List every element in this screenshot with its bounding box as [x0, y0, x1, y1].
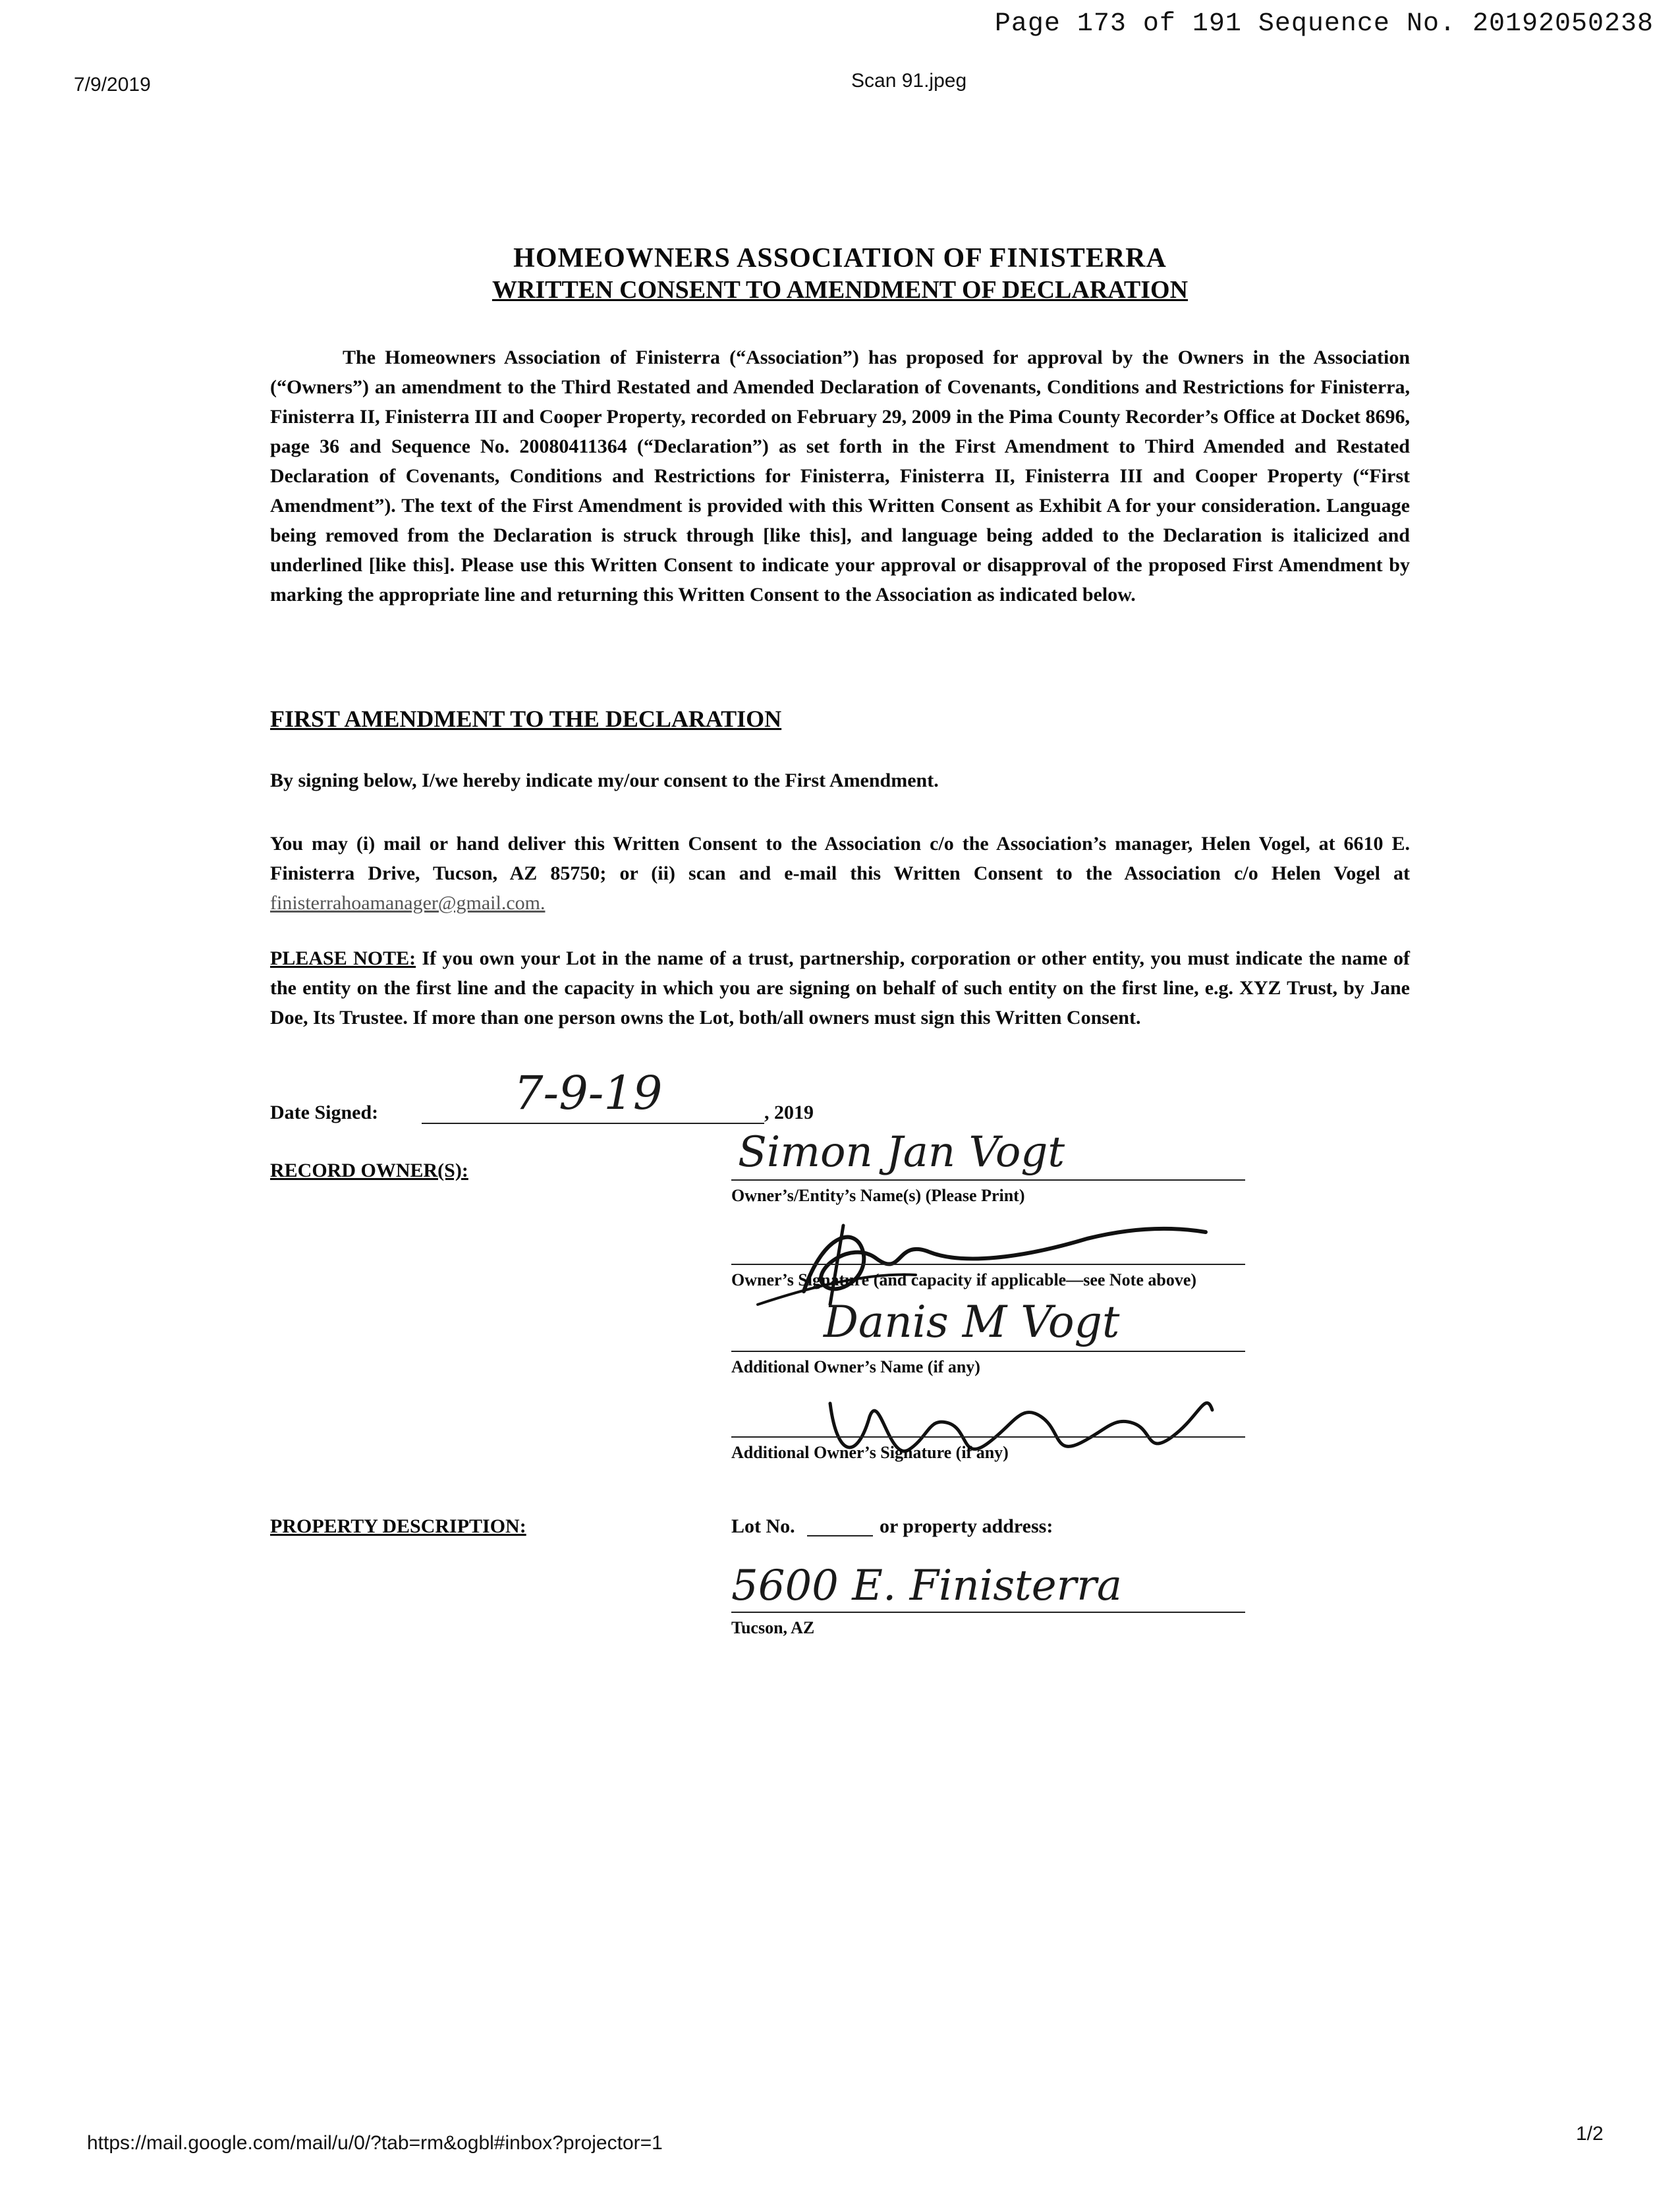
footer-page-count: 1/2 — [1576, 2123, 1604, 2145]
additional-signature-caption: Additional Owner’s Signature (if any) — [731, 1443, 1009, 1462]
additional-name-caption: Additional Owner’s Name (if any) — [731, 1357, 980, 1376]
file-name: Scan 91.jpeg — [851, 70, 967, 92]
additional-name-line — [731, 1351, 1245, 1352]
city-label: Tucson, AZ — [731, 1618, 815, 1637]
additional-name-handwritten[interactable]: Danis M Vogt — [824, 1297, 1120, 1347]
document-subtitle: WRITTEN CONSENT TO AMENDMENT OF DECLARATION — [491, 276, 1189, 304]
date-signed-handwritten[interactable]: 7-9-19 — [514, 1066, 663, 1120]
property-address-line — [731, 1612, 1245, 1613]
consent-statement: By signing below, I/we hereby indicate my/our consent to the First Amendment. — [270, 770, 939, 791]
additional-signature-line — [731, 1436, 1245, 1438]
year-suffix: , 2019 — [764, 1102, 814, 1123]
section-heading: FIRST AMENDMENT TO THE DECLARATION — [270, 706, 782, 732]
delivery-text: You may (i) mail or hand deliver this Written Consent to the Association c/o the Association’s manager, Helen Vogel, at 6610 E. Finisterra Drive, Tucson, AZ 85750; or (ii) scan and e-mail this Written Consent to the Association c/o Helen Vogel at — [270, 833, 1410, 884]
footer-url: https://mail.google.com/mail/u/0/?tab=rm&ogbl#inbox?projector=1 — [87, 2132, 663, 2154]
lot-label: Lot No. — [731, 1515, 795, 1537]
owner-signature-line — [731, 1264, 1245, 1265]
record-owners-label: RECORD OWNER(S): — [270, 1160, 468, 1181]
delivery-paragraph — [270, 829, 1410, 918]
date-signed-label: Date Signed: — [270, 1102, 379, 1123]
lot-line — [807, 1535, 873, 1536]
property-description-label: PROPERTY DESCRIPTION: — [270, 1515, 526, 1537]
date-signed-line — [422, 1123, 764, 1124]
owner-name-caption: Owner’s/Entity’s Name(s) (Please Print) — [731, 1186, 1025, 1205]
note-text: If you own your Lot in the name of a trust, partnership, corporation or other entity, you must indicate the name of the entity on the first line and the capacity in which you are signing on behalf of such entity on the first line, e.g. XYZ Trust, by Jane Doe, Its Trustee. If more than one person owns the Lot, both/all owners must sign this Written Consent. — [270, 947, 1411, 1028]
owner-name-line — [731, 1179, 1245, 1181]
page-sequence-header: Page 173 of 191 Sequence No. 20192050238 — [994, 9, 1654, 39]
note-label: PLEASE NOTE: — [270, 947, 416, 969]
owner-signature-caption: Owner’s Signature (and capacity if applicable—see Note above) — [731, 1270, 1197, 1289]
property-address-handwritten[interactable]: 5600 E. Finisterra — [731, 1562, 1122, 1610]
document-title: HOMEOWNERS ASSOCIATION OF FINISTERRA — [513, 243, 1167, 273]
owner-name-handwritten[interactable]: Simon Jan Vogt — [738, 1128, 1065, 1177]
property-address-label: or property address: — [880, 1515, 1053, 1537]
delivery-email-link[interactable]: finisterrahoamanager@gmail.com. — [270, 892, 546, 914]
intro-paragraph: The Homeowners Association of Finisterra (“Association”) has proposed for approval by the Owners in the Association (“Owners”) an amendment to the Third Restated and Amended Declaration of Covenants, Conditions and Restrictions for Finisterra, Finisterra II, Finisterra III and Cooper Property, recorded on February 29, 2009 in the Pima County Recorder’s Office at Docket 8696, page 36 and Sequence No. 20080411364 (“Declaration”) as set forth in the First Amendment to Third Amended and Restated Declaration of Covenants, Conditions and Restrictions for Finisterra, Finisterra II, Finisterra III and Cooper Property (“First Amendment”). The text of the First Amendment is provided with this Written Consent as Exhibit A for your consideration. Language being removed from the Declaration is struck through [like this], and language being added to the Declaration is italicized and underlined [like this]. Please use this Written Consent to indicate your approval or disapproval of the proposed First Amendment by marking the appropriate line and returning this Written Consent to the Association as indicated below. — [270, 347, 1410, 605]
print-date: 7/9/2019 — [74, 74, 151, 96]
please-note — [270, 943, 1410, 1032]
